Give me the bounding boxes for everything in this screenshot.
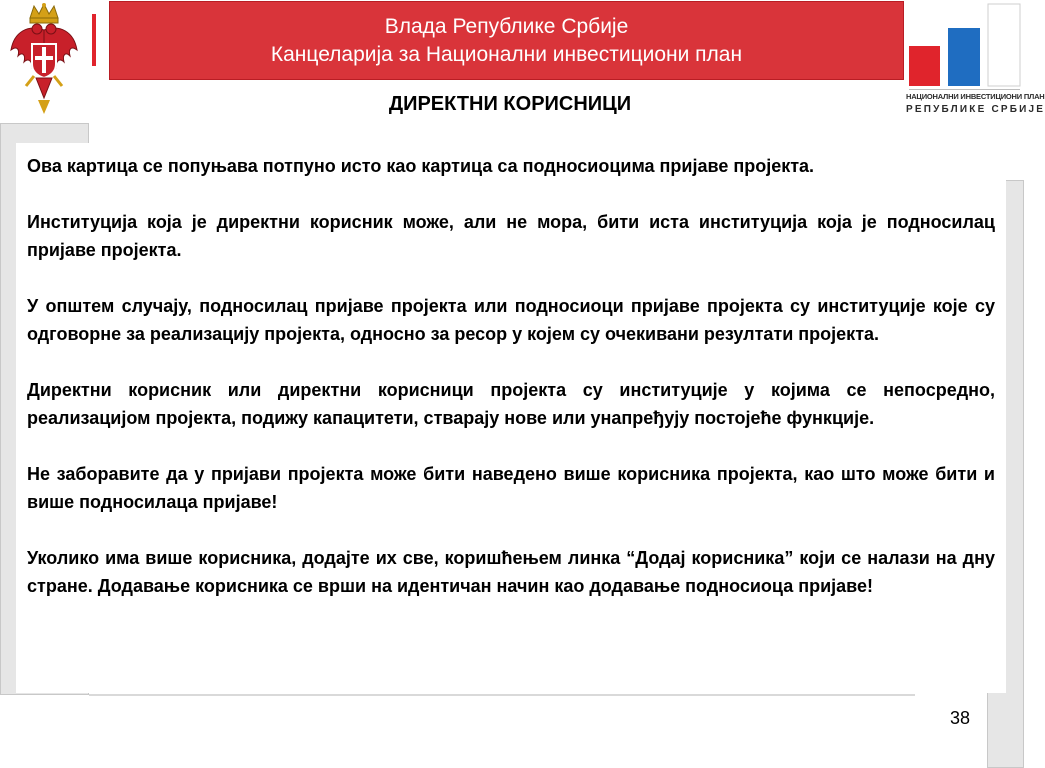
header-line-1: Влада Републике Србије [384, 14, 629, 38]
paragraph-6: Уколико има више корисника, додајте их све, коришћењем линка “Додај корисника” који се налази на дну стране. Додавање корисника се врши на идентичан начин као додавање подносиоца пријаве! [27, 548, 995, 596]
header-line-2: Канцеларија за Национални инвестициони план [270, 42, 743, 66]
paragraph-5: Не заборавите да у пријави пројекта може бити наведено више корисника пројекта, као што може бити и више подносилаца пријаве! [27, 464, 995, 512]
header-banner [109, 1, 904, 80]
logo-caption-line-1: НАЦИОНАЛНИ ИНВЕСТИЦИОНИ ПЛАН [906, 92, 1045, 101]
body-text [27, 152, 995, 600]
bottom-divider [89, 694, 915, 696]
header-red-rule [92, 14, 96, 66]
serbian-coat-of-arms-icon [8, 2, 80, 116]
paragraph-3: У општем случају, подносилац пријаве пројекта или подносиоци пријаве пројекта су институције које су одговорне за реализацију пројекта, односно за ресор у којем су очекивани резултати пројекта. [27, 296, 995, 344]
paragraph-4: Директни корисник или директни корисници пројекта су институције у којима се непосредно, реализацијом пројекта, подижу капацитети, стварају нове или унапређују постојеће функције. [27, 380, 995, 428]
nip-logo-icon [906, 0, 1045, 120]
paragraph-2: Институција која је директни корисник може, али не мора, бити иста институција која је подносилац пријаве пројекта. [27, 212, 995, 260]
page-number: 38 [949, 708, 970, 728]
paragraph-1: Ова картица се попуњава потпуно исто као картица са подносиоцима пријаве пројекта. [27, 156, 815, 176]
logo-caption-line-2: РЕПУБЛИКЕ СРБИЈЕ [906, 104, 1045, 115]
page-title: ДИРЕКТНИ КОРИСНИЦИ [388, 93, 632, 115]
